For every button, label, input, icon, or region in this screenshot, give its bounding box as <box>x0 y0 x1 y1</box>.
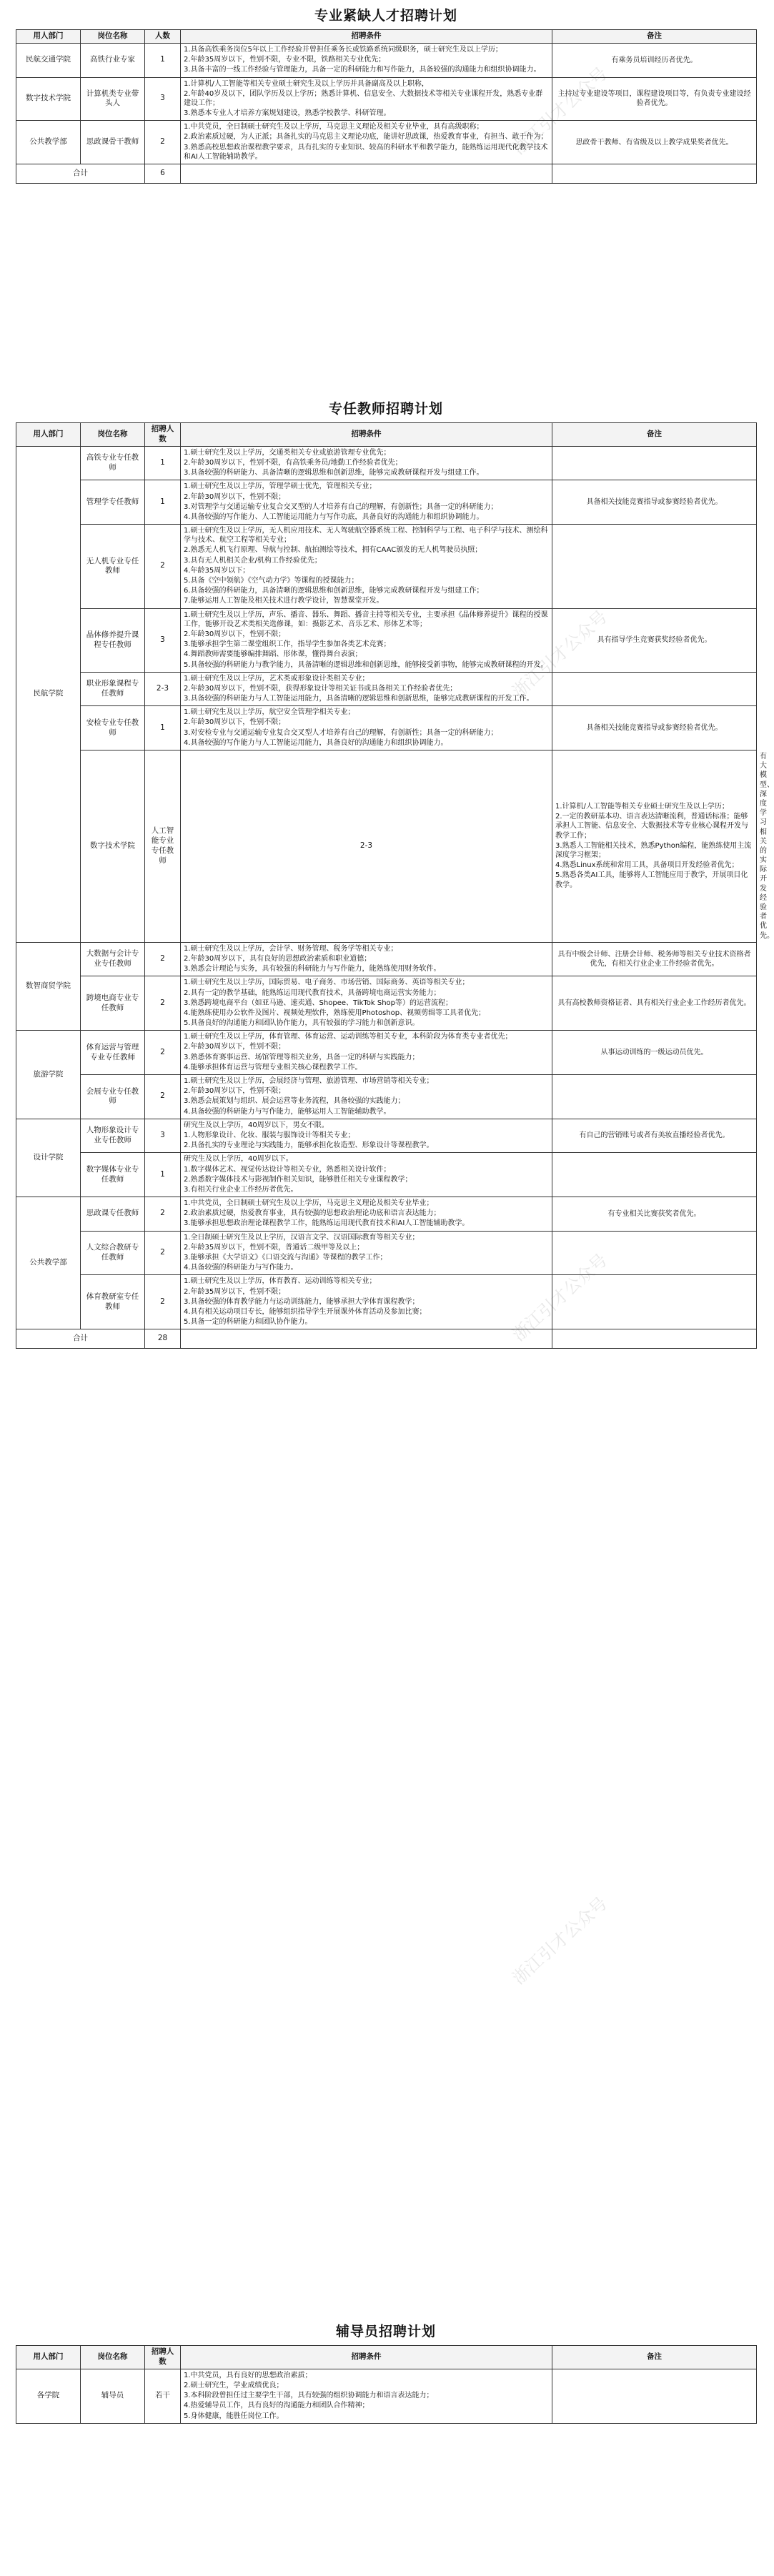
count-cell: 2-3 <box>181 750 552 943</box>
total-empty <box>181 1329 552 1349</box>
col-header: 招聘条件 <box>181 2346 552 2369</box>
condition-line: 3.具备丰富的一线工作经验与管理能力，具备一定的科研能力和写作能力，具备较强的沟通能力和组织协调能力。 <box>184 66 541 74</box>
condition-line: 2.年龄30周岁以下，性别不限； <box>184 1043 286 1051</box>
total-value: 28 <box>145 1329 181 1349</box>
condition-line: 2.熟悉数字媒体技术与影视制作相关知识，能够胜任相关专业课程教学； <box>184 1175 412 1184</box>
section-scarce-talent <box>0 7 772 184</box>
position-cell: 大数据与会计专业专任教师 <box>81 942 145 976</box>
total-row <box>16 164 757 184</box>
condition-line: 4.具备较强的科研能力与写作能力。 <box>184 1264 298 1272</box>
conditions-cell <box>181 1231 552 1275</box>
col-header: 岗位名称 <box>81 30 145 44</box>
col-header: 备注 <box>552 2346 757 2369</box>
table-row <box>16 525 757 609</box>
table-row <box>16 121 757 164</box>
conditions-cell <box>181 976 552 1031</box>
count-cell: 3 <box>145 77 181 121</box>
condition-line: 1.硕士研究生及以上学历，体育管理、体育运营、运动训练等相关专业，本科阶段为体育类专业者优先； <box>184 1033 512 1041</box>
table-row <box>16 480 757 525</box>
condition-line: 4.能熟练使用办公软件及图片、视频处理软件，熟练使用Photoshop、视频剪辑等工具者优先； <box>184 1009 486 1017</box>
condition-line: 1.硕士研究生及以上学历，会展经济与管理、旅游管理、市场营销等相关专业； <box>184 1077 434 1086</box>
condition-line: 4.热爱辅导员工作，具有良好的沟通能力和团队合作精神； <box>184 2402 369 2410</box>
total-row <box>16 1329 757 1349</box>
note-cell: 具有中级会计师、注册会计师、税务师等相关专业技术资格者优先，有相关行业企业工作经验者优先。 <box>552 942 757 976</box>
count-cell: 2 <box>145 1231 181 1275</box>
watermark: 浙江引才公众号 <box>508 63 612 159</box>
position-cell: 人工智能专业专任教师 <box>145 750 181 943</box>
table-row: 数字技术学院 人工智能专业专任教师 2-3 1.计算机/人工智能等相关专业硕士研究生及以上学历； 2.一定的教研基本功、语言表达清晰流利，普通话标准；能够承担人工智能、信息安全、大数据技术等专业核心课程开发与教学工作； 3.熟悉人工智能相关技术，熟悉Python编程，能熟练使用主流深度学习框架； 4.熟悉Linux系统和常用工具，具备项目开发经验者优先； 5.熟悉各类AI工具，能够将人工智能应用于教学，开展项目化教学。 有大模型、深度学习相关的实际开发经验者优先。 <box>16 750 757 943</box>
count-cell: 1 <box>145 706 181 750</box>
count-cell: 3 <box>145 608 181 672</box>
note-cell <box>552 1075 757 1119</box>
dept-cell: 数智商贸学院 <box>16 942 81 1031</box>
position-cell: 人文综合教研专任教师 <box>81 1231 145 1275</box>
dept-cell: 数字技术学院 <box>16 77 81 121</box>
conditions-cell <box>181 525 552 609</box>
condition-line: 1.硕士研究生及以上学历，声乐、播音、器乐、舞蹈、播音主持等相关专业，主要承担《晶体修养提升》课程的授课工作，能够开设艺术类相关选修课，如：摄影艺术、音乐艺术、形体艺术等； <box>184 610 548 628</box>
table-row <box>16 43 757 77</box>
table-row <box>16 1231 757 1275</box>
table-title: 专任教师招聘计划 <box>328 401 443 417</box>
condition-line: 4.具有相关运动项目专长，能够组织指导学生开展课外体育活动及参加比赛； <box>184 1307 427 1316</box>
count-cell: 2-3 <box>145 672 181 706</box>
count-cell: 1 <box>145 1153 181 1197</box>
position-cell: 晶体修养提升课程专任教师 <box>81 608 145 672</box>
condition-line: 1.硕士研究生及以上学历，交通类相关专业或旅游管理专业优先； <box>184 448 391 457</box>
condition-line: 1.硕士研究生及以上学历，体育教育、运动训练等相关专业； <box>184 1277 377 1286</box>
position-cell: 管理学专任教师 <box>81 480 145 525</box>
count-cell: 若干 <box>145 2369 181 2423</box>
section-counselor <box>0 2323 772 2424</box>
conditions-cell <box>181 608 552 672</box>
scarce-talent-table <box>16 29 757 184</box>
note-cell <box>552 1153 757 1197</box>
count-cell: 1 <box>145 43 181 77</box>
condition-line: 2.年龄30周岁以下，性别不限； <box>184 718 286 727</box>
col-header: 招聘条件 <box>181 423 552 447</box>
note-cell <box>552 525 757 609</box>
note-cell <box>552 446 757 480</box>
watermark: 浙江引才公众号 <box>508 1249 612 1345</box>
col-header: 岗位名称 <box>81 423 145 447</box>
condition-line: 2.具备扎实的专业理论与实践能力，能够承担化妆造型、形象设计等课程教学。 <box>184 1141 434 1150</box>
teacher-table <box>16 422 774 1349</box>
conditions-cell <box>552 750 757 943</box>
table-row <box>16 2369 757 2423</box>
position-cell: 会展专业专任教师 <box>81 1075 145 1119</box>
condition-line: 1.硕士研究生及以上学历，国际贸易、电子商务、市场营销、国际商务、英语等相关专业； <box>184 979 470 987</box>
condition-line: 2.年龄30周岁以下，性别不限； <box>184 1087 286 1096</box>
condition-line: 4.年龄35周岁以下； <box>184 566 250 575</box>
condition-line: 2.年龄40岁及以下，团队学历及以上学历；熟悉计算机、信息安全、大数据技术等相关专业课程开发，熟悉专业群建设工作； <box>184 89 543 107</box>
condition-line: 2.具有一定的教学基础，能熟练运用现代教育技术，具备跨境电商运营实务能力； <box>184 989 441 997</box>
note-cell <box>552 2369 757 2423</box>
condition-line: 2.政治素质过硬，热爱教育事业，具有较强的思想政治理论功底和语言表达能力； <box>184 1209 441 1218</box>
conditions-cell <box>181 706 552 750</box>
table-row <box>16 1275 757 1329</box>
condition-line: 2.熟悉无人机飞行原理、导航与控制、航拍测绘等技术，拥有CAAC颁发的无人机驾驶员执照； <box>184 546 482 555</box>
condition-line: 研究生及以上学历，40周岁以下，男女不限。 <box>184 1121 329 1129</box>
condition-line: 1.计算机/人工智能等相关专业硕士研究生及以上学历； <box>555 803 729 811</box>
note-cell: 具备相关技能竞赛指导或参赛经验者优先。 <box>552 706 757 750</box>
table-row <box>16 1075 757 1119</box>
condition-line: 4.能够承担体育运营与管理专业相关核心课程教学工作。 <box>184 1063 362 1071</box>
position-cell: 思政课骨干教师 <box>81 121 145 164</box>
position-cell: 跨境电商专业专任教师 <box>81 976 145 1031</box>
condition-line: 2.年龄30周岁以下，性别不限； <box>184 630 286 638</box>
condition-line: 2.政治素质过硬，为人正派；具备扎实的马克思主义理论功底，能讲好思政课，热爱教育事业，有担当、敢于作为； <box>184 133 548 142</box>
dept-cell: 数字技术学院 <box>81 750 145 943</box>
note-cell: 有乘务员培训经历者优先。 <box>552 43 757 77</box>
position-cell: 安检专业专任教师 <box>81 706 145 750</box>
total-empty <box>181 164 552 184</box>
col-header: 用人部门 <box>16 2346 81 2369</box>
conditions-cell <box>181 2369 552 2423</box>
conditions-cell <box>181 480 552 525</box>
count-cell: 2 <box>145 1031 181 1075</box>
col-header: 用人部门 <box>16 30 81 44</box>
counselor-table <box>16 2345 757 2424</box>
condition-line: 5.具备较强的科研能力与教学能力，具备清晰的逻辑思维和创新思维，能够接受新事物，能够完成教研课程的开发。 <box>184 660 548 669</box>
conditions-cell <box>181 1075 552 1119</box>
dept-cell: 公共教学部 <box>16 1197 81 1329</box>
total-empty <box>552 1329 757 1349</box>
condition-line: 6.具备较强的科研能力，具备清晰的逻辑思维和创新思维，能够完成教研课程开发与组建工作； <box>184 587 484 595</box>
table-title: 专业紧缺人才招聘计划 <box>314 8 457 24</box>
dept-cell: 公共教学部 <box>16 121 81 164</box>
condition-line: 1.硕士研究生及以上学历，管理学硕士优先，管理相关专业； <box>184 482 377 491</box>
conditions-cell <box>181 1275 552 1329</box>
note-cell <box>552 1231 757 1275</box>
condition-line: 1.中共党员，全日制硕士研究生及以上学历，马克思主义理论及相关专业毕业，具有高级职称； <box>184 123 484 132</box>
condition-line: 2.年龄30周岁以下，具有良好的思想政治素质和职业道德； <box>184 954 372 963</box>
count-cell: 1 <box>145 480 181 525</box>
total-empty <box>552 164 757 184</box>
condition-line: 1.全日制硕士研究生及以上学历，汉语言文学、汉语国际教育等相关专业； <box>184 1233 420 1242</box>
position-cell: 无人机专业专任教师 <box>81 525 145 609</box>
table-title: 辅导员招聘计划 <box>335 2324 436 2339</box>
condition-line: 3.熟悉本专业人才培养方案规划建设，熟悉学校教学、科研管理。 <box>184 109 391 118</box>
conditions-cell <box>181 1119 552 1153</box>
condition-line: 2.年龄30周岁以下，性别不限，获得形象设计等相关证书或具备相关工作经验者优先； <box>184 684 457 693</box>
count-cell: 2 <box>145 1275 181 1329</box>
note-cell: 具备相关技能竞赛指导或参赛经验者优先。 <box>552 480 757 525</box>
position-cell: 高铁行业专家 <box>81 43 145 77</box>
condition-line: 2.年龄35周岁以下，性别不限，专业不限，铁路相关专业优先； <box>184 56 386 64</box>
dept-cell: 旅游学院 <box>16 1031 81 1119</box>
total-label: 合计 <box>16 1329 145 1349</box>
condition-line: 4.舞蹈教师需要能够编排舞蹈、形体课，懂得舞台表演； <box>184 650 362 659</box>
condition-line: 5.具备《空中领航》《空气动力学》等课程的授课能力； <box>184 577 359 585</box>
col-header: 备注 <box>552 30 757 44</box>
condition-line: 3.本科阶段曾担任过主要学生干部，具有较强的组织协调能力和语言表达能力； <box>184 2392 434 2400</box>
condition-line: 2.年龄30周岁以下，性别不限，有高铁乘务员/地勤工作经验者优先； <box>184 458 402 467</box>
condition-line: 2.一定的教研基本功、语言表达清晰流利，普通话标准；能够承担人工智能、信息安全、大数据技术等专业核心课程开发与教学工作； <box>555 813 748 840</box>
condition-line: 1.数字媒体艺术、视觉传达设计等相关专业，熟悉相关设计软件； <box>184 1165 391 1174</box>
note-cell: 思政骨干教师、有省级及以上教学成果奖者优先。 <box>552 121 757 164</box>
col-header: 招聘条件 <box>181 30 552 44</box>
col-header: 招聘人数 <box>145 2346 181 2369</box>
note-cell: 从事运动训练的一级运动员优先。 <box>552 1031 757 1075</box>
count-cell: 2 <box>145 1197 181 1232</box>
note-cell: 具有高校教师资格证者、具有相关行业企业工作经历者优先。 <box>552 976 757 1031</box>
dept-cell: 民航学院 <box>16 446 81 942</box>
condition-line: 3.熟悉跨境电商平台（如亚马逊、速卖通、Shopee、TikTok Shop等）的运营流程； <box>184 999 453 1007</box>
total-label: 合计 <box>16 164 145 184</box>
count-cell: 2 <box>145 121 181 164</box>
position-cell: 思政课专任教师 <box>81 1197 145 1232</box>
condition-line: 3.熟悉会展策划与组织、展会运营等业务流程，具备较强的实践能力； <box>184 1097 405 1106</box>
conditions-cell <box>181 446 552 480</box>
position-cell: 体育教研室专任教师 <box>81 1275 145 1329</box>
note-cell <box>552 1275 757 1329</box>
condition-line: 3.能够承担思想政治理论课程教学工作，能熟练运用现代教育技术和AI人工智能辅助教学。 <box>184 1219 470 1228</box>
conditions-cell <box>181 43 552 77</box>
table-row <box>16 608 757 672</box>
table-row <box>16 706 757 750</box>
table-row <box>16 446 757 480</box>
condition-line: 2.硕士研究生，学业成绩优良； <box>184 2381 284 2389</box>
condition-line: 1.硕士研究生及以上学历，航空安全管理学相关专业； <box>184 708 355 717</box>
condition-line: 3.熟悉体育赛事运营、场馆管理等相关业务，具备一定的科研与实践能力； <box>184 1053 420 1061</box>
table-row <box>16 1031 757 1075</box>
count-cell: 1 <box>145 446 181 480</box>
condition-line: 3.对安检专业与交通运输专业复合交叉型人才培养有自己的理解，有创新性；具备一定的科研能力； <box>184 728 498 737</box>
condition-line: 1.人物形象设计、化妆、服装与服饰设计等相关专业； <box>184 1131 355 1139</box>
conditions-cell <box>181 77 552 121</box>
condition-line: 1.中共党员，具有良好的思想政治素质； <box>184 2371 312 2379</box>
col-header: 人数 <box>145 30 181 44</box>
table-row <box>16 976 757 1031</box>
table-row <box>16 1197 757 1232</box>
count-cell: 2 <box>145 942 181 976</box>
dept-cell: 设计学院 <box>16 1119 81 1197</box>
condition-line: 1.具备高铁乘务岗位5年以上工作经验并曾担任乘务长或铁路系统同级职务，硕士研究生及以上学历； <box>184 45 502 54</box>
position-cell: 计算机类专业带头人 <box>81 77 145 121</box>
col-header: 岗位名称 <box>81 2346 145 2369</box>
table-row <box>16 942 757 976</box>
count-cell: 2 <box>145 525 181 609</box>
total-value: 6 <box>145 164 181 184</box>
watermark: 浙江引才公众号 <box>508 1893 612 1988</box>
position-cell: 体育运营与管理专业专任教师 <box>81 1031 145 1075</box>
condition-line: 3.能够承担学生第二课堂组织工作，指导学生参加各类艺术竞赛； <box>184 640 391 649</box>
condition-line: 7.能够运用人工智能及相关技术进行教学设计，智慧课堂开发。 <box>184 597 384 605</box>
table-row <box>16 1153 757 1197</box>
condition-line: 4.具备较强的写作能力、人工智能运用能力与写作功底，具备良好的沟通能力和组织协调能力。 <box>184 512 484 521</box>
condition-line: 2.年龄30周岁以下，性别不限； <box>184 492 286 501</box>
condition-line: 1.硕士研究生及以上学历，无人机应用技术、无人驾驶航空器系统工程、控制科学与工程、电子科学与技术、测绘科学与技术、航空工程等相关专业； <box>184 527 548 545</box>
condition-line: 3.能够承担《大学语文》《口语交流与沟通》等课程的教学工作； <box>184 1254 387 1262</box>
conditions-cell <box>181 121 552 164</box>
conditions-cell <box>181 1197 552 1232</box>
conditions-cell <box>181 1153 552 1197</box>
position-cell: 辅导员 <box>81 2369 145 2423</box>
condition-line: 2.年龄35周岁以下，性别不限； <box>184 1287 286 1296</box>
dept-cell: 各学院 <box>16 2369 81 2423</box>
condition-line: 3.熟悉会计理论与实务，具有较强的科研能力与写作能力，能熟练使用财务软件。 <box>184 965 441 974</box>
section-teacher <box>0 400 772 1349</box>
col-header: 备注 <box>552 423 757 447</box>
col-header: 用人部门 <box>16 423 81 447</box>
condition-line: 5.身体健康，能胜任岗位工作。 <box>184 2412 284 2420</box>
condition-line: 4.具备较强的科研能力与写作能力，能够运用人工智能辅助教学。 <box>184 1107 391 1116</box>
condition-line: 3.具备较强的科研能力、具备清晰的逻辑思维和创新思维，能够完成教研课程开发与组建工作。 <box>184 469 484 477</box>
table-row <box>16 672 757 706</box>
condition-line: 5.具备一定的科研能力和团队协作能力。 <box>184 1318 312 1327</box>
table-row <box>16 77 757 121</box>
position-cell: 数字媒体专业专任教师 <box>81 1153 145 1197</box>
condition-line: 5.具备良好的沟通能力和团队协作能力，具有较强的学习能力和创新意识。 <box>184 1019 420 1028</box>
note-cell: 主持过专业建设等项目，课程建设项目等，有负责专业建设经验者优先。 <box>552 77 757 121</box>
conditions-cell <box>181 942 552 976</box>
condition-line: 4.具备较强的写作能力与人工智能运用能力，具备良好的沟通能力和组织协调能力。 <box>184 738 448 747</box>
condition-line: 3.具备较强的体育教学能力与运动训练能力，能够承担大学体育课程教学； <box>184 1297 420 1306</box>
note-cell <box>552 672 757 706</box>
note-cell: 具有指导学生竞赛获奖经验者优先。 <box>552 608 757 672</box>
position-cell: 人物形象设计专业专任教师 <box>81 1119 145 1153</box>
condition-line: 1.硕士研究生及以上学历，会计学、财务管理、税务学等相关专业； <box>184 944 398 953</box>
note-cell: 有专业相关比赛获奖者优先。 <box>552 1197 757 1232</box>
condition-line: 3.对管理学与交通运输专业复合交叉型的人才培养有自己的理解，有创新性；具备一定的科研能力； <box>184 502 498 511</box>
position-cell: 职业形象课程专任教师 <box>81 672 145 706</box>
condition-line: 3.具有无人机相关企业/机构工作经验优先； <box>184 556 322 565</box>
watermark: 浙江引才公众号 <box>508 606 612 702</box>
note-cell: 有自己的营销账号或者有美妆直播经验者优先。 <box>552 1119 757 1153</box>
condition-line: 5.熟悉各类AI工具，能够将人工智能应用于教学，开展项目化教学。 <box>555 871 748 889</box>
col-header: 招聘人数 <box>145 423 181 447</box>
count-cell: 2 <box>145 976 181 1031</box>
table-row <box>16 1119 757 1153</box>
count-cell: 3 <box>145 1119 181 1153</box>
condition-line: 4.熟悉Linux系统和常用工具，具备项目开发经验者优先； <box>555 861 739 870</box>
condition-line: 研究生及以上学历，40周岁以下。 <box>184 1155 293 1164</box>
condition-line: 3.有相关行业企业工作经历者优先。 <box>184 1185 298 1194</box>
condition-line: 3.熟悉高校思想政治课程教学要求，具有扎实的专业知识、较高的科研水平和教学能力，能熟练运用现代化教学技术和AI人工智能辅助教学。 <box>184 143 548 161</box>
conditions-cell <box>181 1031 552 1075</box>
condition-line: 1.硕士研究生及以上学历，艺术类或形象设计类相关专业； <box>184 674 369 683</box>
dept-cell: 民航交通学院 <box>16 43 81 77</box>
condition-line: 2.年龄35周岁以下，性别不限，普通话二级甲等及以上； <box>184 1243 364 1252</box>
position-cell: 高铁专业专任教师 <box>81 446 145 480</box>
condition-line: 1.计算机/人工智能等相关专业硕士研究生及以上学历并具备副高及以上职称， <box>184 79 429 88</box>
count-cell: 2 <box>145 1075 181 1119</box>
condition-line: 3.具备较强的科研能力与人工智能运用能力，具备清晰的逻辑思维和创新思维，能够完成教研课程的开发工作。 <box>184 695 534 703</box>
conditions-cell <box>181 672 552 706</box>
condition-line: 1.中共党员，全日制硕士研究生及以上学历，马克思主义理论及相关专业毕业； <box>184 1199 434 1208</box>
condition-line: 3.熟悉人工智能相关技术，熟悉Python编程，能熟练使用主流深度学习框架； <box>555 841 752 860</box>
